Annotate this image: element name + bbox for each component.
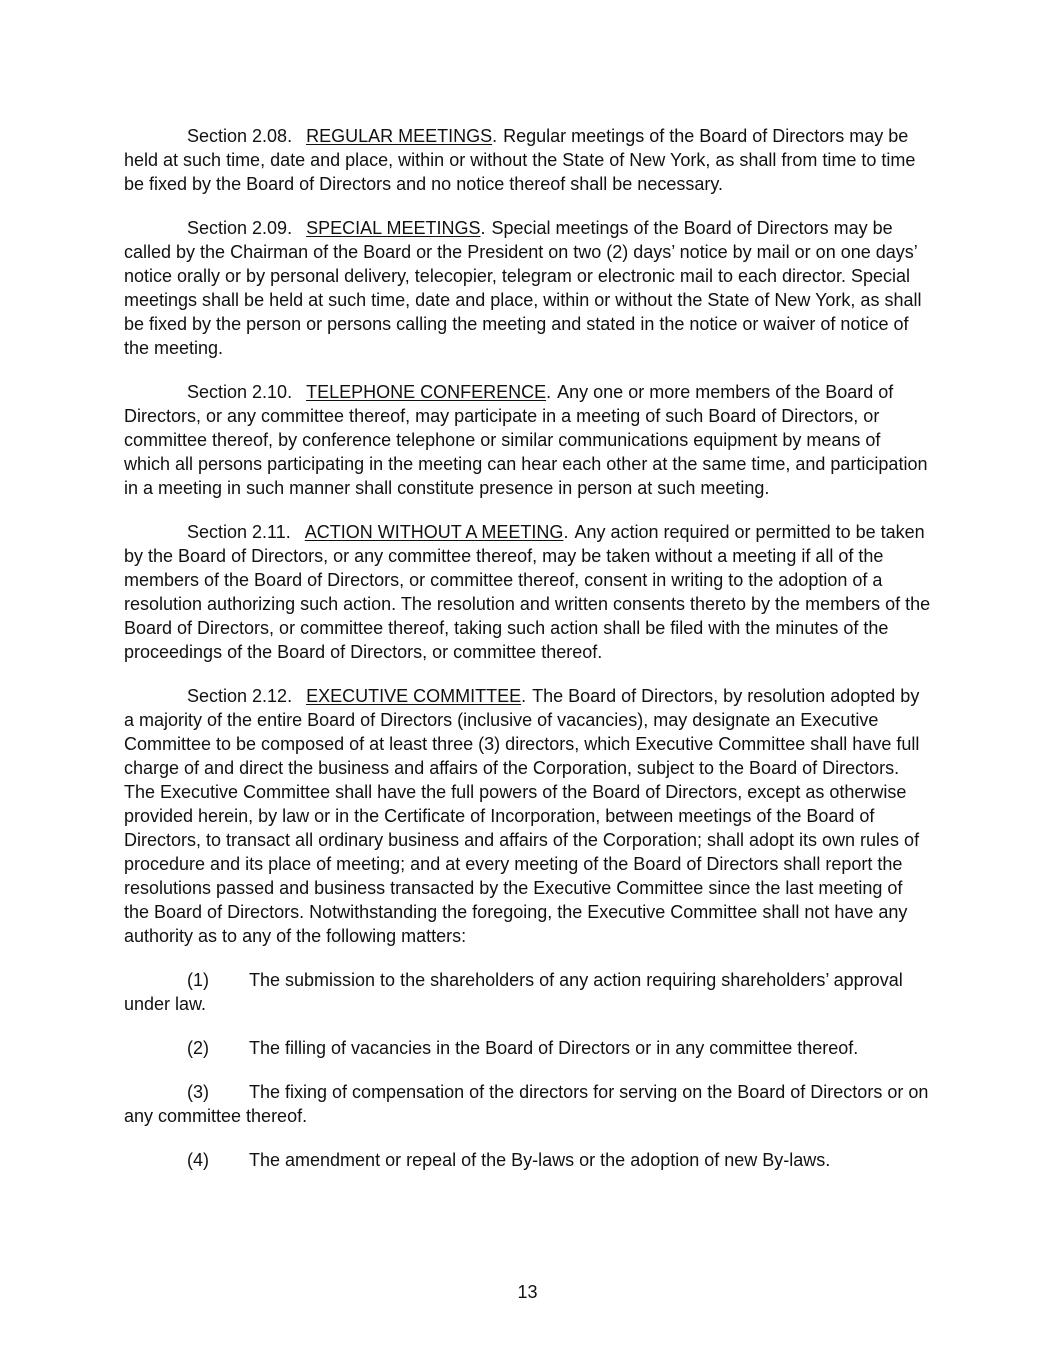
section-number: Section 2.08. (187, 126, 293, 146)
section-heading: REGULAR MEETINGS (306, 126, 493, 146)
section-number: Section 2.09. (187, 218, 293, 238)
section-heading: SPECIAL MEETINGS (306, 218, 481, 238)
list-item (124, 1036, 931, 1060)
list-item-text: The submission to the shareholders of any action requiring shareholders’ approval under law. (124, 970, 903, 1014)
page-number: 13 (517, 1282, 538, 1302)
list-item-text: The amendment or repeal of the By-laws or the adoption of new By-laws. (249, 1150, 831, 1170)
section-2-08: Section 2.08. REGULAR MEETINGS. Regular meetings of the Board of Directors may be held at such time, date and place, within or without the State of New York, as shall from time to time be fixed by the Board of Directors and no notice thereof shall be necessary. (124, 126, 916, 194)
section-heading: ACTION WITHOUT A MEETING (304, 522, 564, 542)
section-number: Section 2.11. (187, 522, 291, 542)
section-2-09: Section 2.09. SPECIAL MEETINGS. Special meetings of the Board of Directors may be called by the Chairman of the Board or the President on two (2) days’ notice by mail or on one days’ notice orally or by personal delivery, telecopier, telegram or electronic mail to each director. Special meetings shall be held at such time, date and place, within or without the State of New York, as shall be fixed by the person or persons calling the meeting and stated in the notice or waiver of notice of the meeting. (124, 218, 922, 358)
section-text: Regular meetings of the Board of Directors may be held at such time, date and place, within or without the State of New York, as shall from time to time be fixed by the Board of Directors and no notice thereof shall be necessary. (124, 126, 916, 194)
list-item-number: (3) (187, 1082, 209, 1102)
section-heading: TELEPHONE CONFERENCE (306, 382, 547, 402)
section-2-10: Section 2.10. TELEPHONE CONFERENCE. Any one or more members of the Board of Directors, or any committee thereof, may participate in a meeting of such Board of Directors, or committee thereof, by conference telephone or similar communications equipment by means of which all persons participating in the meeting can hear each other at the same time, and participation in a meeting in such manner shall constitute presence in person at such meeting. (124, 382, 928, 498)
section-text: The Board of Directors, by resolution adopted by a majority of the entire Board of Directors (inclusive of vacancies), may designate an Executive Committee to be composed of at least three (3) directors, which Executive Committee shall have full charge of and direct the business and affairs of the Corporation, subject to the Board of Directors. The Executive Committee shall have the full powers of the Board of Directors, except as otherwise provided herein, by law or in the Certificate of Incorporation, between meetings of the Board of Directors, to transact all ordinary business and affairs of the Corporation; shall adopt its own rules of procedure and its place of meeting; and at every meeting of the Board of Directors shall report the resolutions passed and business transacted by the Executive Committee since the last meeting of the Board of Directors. Notwithstanding the foregoing, the Executive Committee shall not have any authority as to any of the following matters: (124, 686, 920, 946)
section-text: Any action required or permitted to be taken by the Board of Directors, or any committee thereof, may be taken without a meeting if all of the members of the Board of Directors, or committee thereof, consent in writing to the adoption of a resolution authorizing such action. The resolution and written consents thereto by the members of the Board of Directors, or committee thereof, taking such action shall be filed with the minutes of the proceedings of the Board of Directors, or committee thereof. (124, 522, 931, 662)
list-item-text: The fixing of compensation of the directors for serving on the Board of Directors or on any committee thereof. (124, 1082, 929, 1126)
section-number: Section 2.12. (187, 686, 293, 706)
section-text: Special meetings of the Board of Directors may be called by the Chairman of the Board or the President on two (2) days’ notice by mail or on one days’ notice orally or by personal delivery, telecopier, telegram or electronic mail to each director. Special meetings shall be held at such time, date and place, within or without the State of New York, as shall be fixed by the person or persons calling the meeting and stated in the notice or waiver of notice of the meeting. (124, 218, 922, 358)
section-text: Any one or more members of the Board of Directors, or any committee thereof, may participate in a meeting of such Board of Directors, or committee thereof, by conference telephone or similar communications equipment by means of which all persons participating in the meeting can hear each other at the same time, and participation in a meeting in such manner shall constitute presence in person at such meeting. (124, 382, 928, 498)
section-number: Section 2.10. (187, 382, 293, 402)
list-item (124, 968, 931, 1016)
list-item (124, 1080, 931, 1128)
list-item-number: (1) (187, 970, 209, 990)
section-heading: EXECUTIVE COMMITTEE (306, 686, 522, 706)
section-2-12: Section 2.12. EXECUTIVE COMMITTEE. The Board of Directors, by resolution adopted by a majority of the entire Board of Directors (inclusive of vacancies), may designate an Executive Committee to be composed of at least three (3) directors, which Executive Committee shall have full charge of and direct the business and affairs of the Corporation, subject to the Board of Directors. The Executive Committee shall have the full powers of the Board of Directors, except as otherwise provided herein, by law or in the Certificate of Incorporation, between meetings of the Board of Directors, to transact all ordinary business and affairs of the Corporation; shall adopt its own rules of procedure and its place of meeting; and at every meeting of the Board of Directors shall report the resolutions passed and business transacted by the Executive Committee since the last meeting of the Board of Directors. Notwithstanding the foregoing, the Executive Committee shall not have any authority as to any of the following matters: (124, 686, 920, 946)
list-item-text: The filling of vacancies in the Board of Directors or in any committee thereof. (249, 1038, 859, 1058)
section-2-11: Section 2.11. ACTION WITHOUT A MEETING. Any action required or permitted to be taken by the Board of Directors, or any committee thereof, may be taken without a meeting if all of the members of the Board of Directors, or committee thereof, consent in writing to the adoption of a resolution authorizing such action. The resolution and written consents thereto by the members of the Board of Directors, or committee thereof, taking such action shall be filed with the minutes of the proceedings of the Board of Directors, or committee thereof. (124, 522, 931, 662)
document-page (124, 124, 931, 1192)
list-item (124, 1148, 931, 1172)
list-item-number: (4) (187, 1150, 209, 1170)
list-item-number: (2) (187, 1038, 209, 1058)
